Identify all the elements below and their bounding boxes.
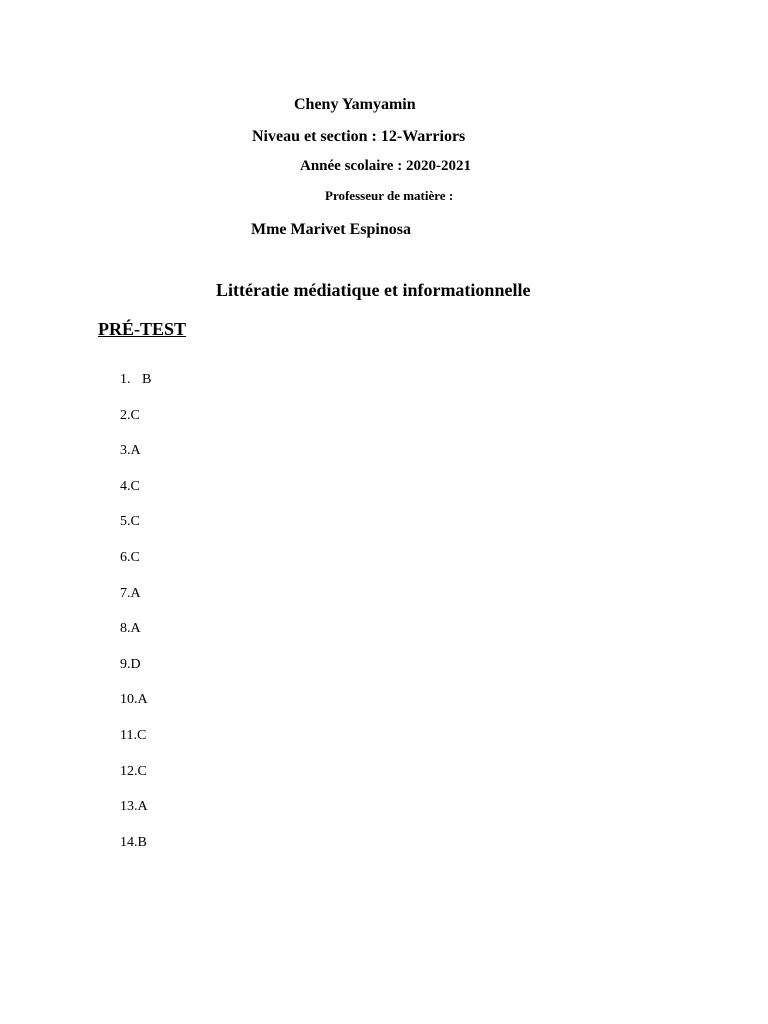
teacher-label: Professeur de matière :: [325, 188, 454, 203]
answer-list: [120, 372, 151, 870]
answer-item: 13.A: [120, 799, 148, 815]
answer-item: 7.A: [120, 585, 141, 601]
answer-number: 1.: [120, 372, 131, 387]
answer-item: 10.A: [120, 692, 148, 708]
answer-item: 9.D: [120, 656, 141, 672]
answer-item: 5.C: [120, 514, 140, 530]
answer-item: 8.A: [120, 621, 141, 637]
answer-item: 14.B: [120, 834, 147, 850]
subject-title: Littératie médiatique et informationnelle: [216, 280, 531, 300]
teacher-name: Mme Marivet Espinosa: [251, 221, 411, 238]
answer-item: 4.C: [120, 478, 140, 494]
student-name: Cheny Yamyamin: [294, 96, 416, 113]
answer-item: 2.C: [120, 407, 140, 423]
answer-item: 3.A: [120, 443, 141, 459]
answer-item: 6.C: [120, 549, 140, 565]
answer-letter: B: [142, 372, 152, 387]
answer-item: 11.C: [120, 727, 147, 743]
answer-item: 12.C: [120, 763, 147, 779]
pretest-heading: PRÉ-TEST: [98, 319, 187, 339]
answer-item: [120, 372, 151, 408]
school-year: Année scolaire : 2020-2021: [300, 158, 471, 174]
level-section: Niveau et section : 12-Warriors: [252, 128, 466, 145]
